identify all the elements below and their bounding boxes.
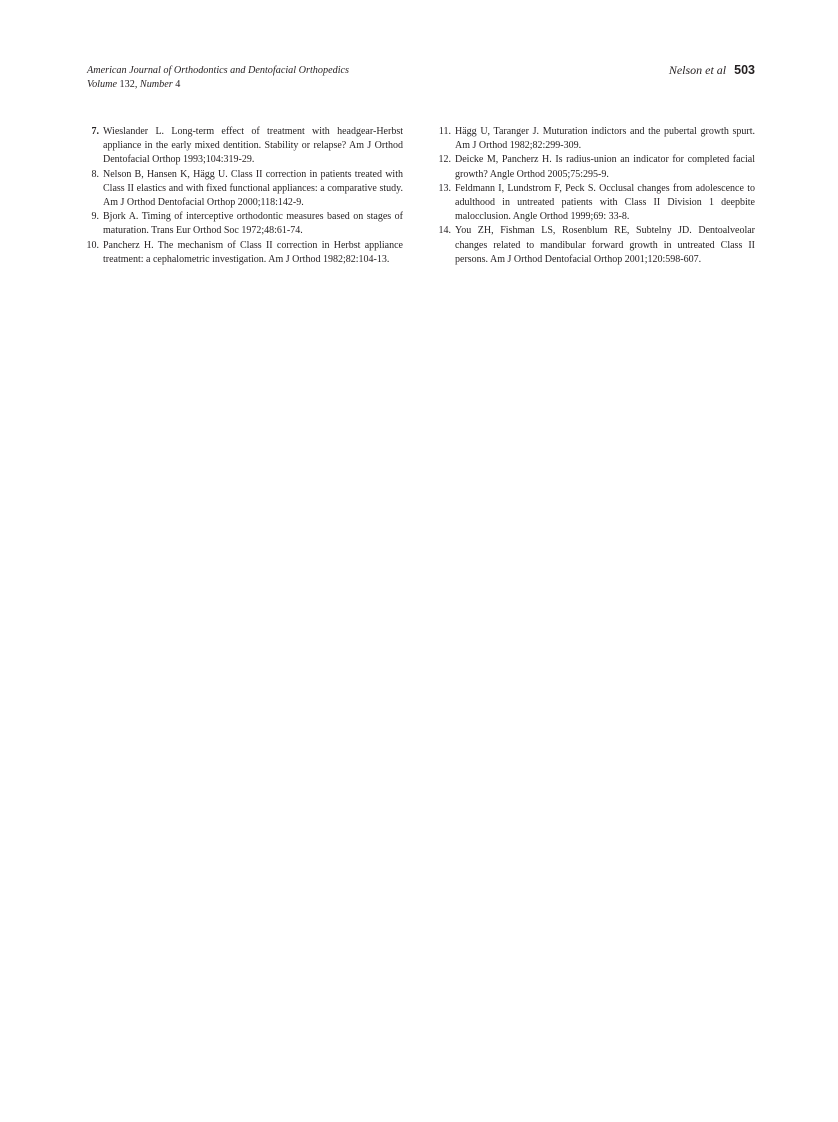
reference-text: Hägg U, Taranger J. Muturation indictors and the pubertal growth spurt. Am J Orthod 1982;82:299-309.: [455, 126, 755, 152]
reference-item: [428, 125, 755, 153]
reference-number: 13.: [438, 182, 451, 194]
reference-number: 9.: [91, 211, 99, 223]
reference-text: Wieslander L. Long-term effect of treatment with headgear-Herbst appliance in the early mixed dentition. Stability or relapse? Am J Orthod Dentofacial Orthop 1993;104:319-29.: [103, 126, 403, 166]
reference-number: 14.: [438, 225, 451, 237]
reference-item: [76, 210, 403, 238]
running-header-authors: [669, 62, 755, 78]
reference-number: 7.: [91, 126, 99, 137]
reference-item: [76, 239, 403, 267]
volume-line: [87, 78, 349, 92]
volume-number: 132,: [119, 79, 138, 90]
reference-number: 12.: [438, 154, 451, 166]
reference-list-left: [76, 125, 403, 267]
volume-word: Volume: [87, 79, 117, 90]
reference-text: Bjork A. Timing of interceptive orthodontic measures based on stages of maturation. Trans Eur Orthod Soc 1972;48:61-74.: [103, 211, 403, 237]
reference-text: Deicke M, Pancherz H. Is radius-union an indicator for completed facial growth? Angle Orthod 2005;75:295-9.: [455, 154, 755, 180]
running-authors: Nelson et al: [668, 63, 727, 77]
page-number: 503: [734, 63, 755, 77]
reference-text: Feldmann I, Lundstrom F, Peck S. Occlusal changes from adolescence to adulthood in untreated patients with Class II Division 1 deepbite malocclusion. Angle Orthod 1999;69: 33-8.: [455, 182, 755, 223]
reference-number: 11.: [438, 126, 451, 137]
reference-item: [428, 153, 755, 181]
running-header-journal: [87, 64, 349, 92]
reference-item: [76, 125, 403, 168]
reference-text: You ZH, Fishman LS, Rosenblum RE, Subtelny JD. Dentoalveolar changes related to mandibular forward growth in untreated Class II persons. Am J Orthod Dentofacial Orthop 2001;120:598-607.: [455, 225, 755, 265]
number-value: 4: [175, 79, 181, 90]
reference-item: [76, 168, 403, 211]
journal-title: American Journal of Orthodontics and Dentofacial Orthopedics: [87, 65, 350, 76]
reference-number: 8.: [91, 168, 99, 180]
reference-number: 10.: [86, 239, 99, 251]
reference-text: Nelson B, Hansen K, Hägg U. Class II correction in patients treated with Class II elastics and with fixed functional appliances: a comparative study. Am J Orthod Dentofacial Orthop 2000;118:142-9.: [103, 168, 403, 209]
reference-item: [428, 224, 755, 267]
reference-text: Pancherz H. The mechanism of Class II correction in Herbst appliance treatment: a cephalometric investigation. Am J Orthod 1982;82:104-13.: [103, 239, 403, 265]
reference-item: [428, 182, 755, 225]
number-word: Number: [139, 79, 173, 90]
reference-list-right: [428, 125, 755, 267]
